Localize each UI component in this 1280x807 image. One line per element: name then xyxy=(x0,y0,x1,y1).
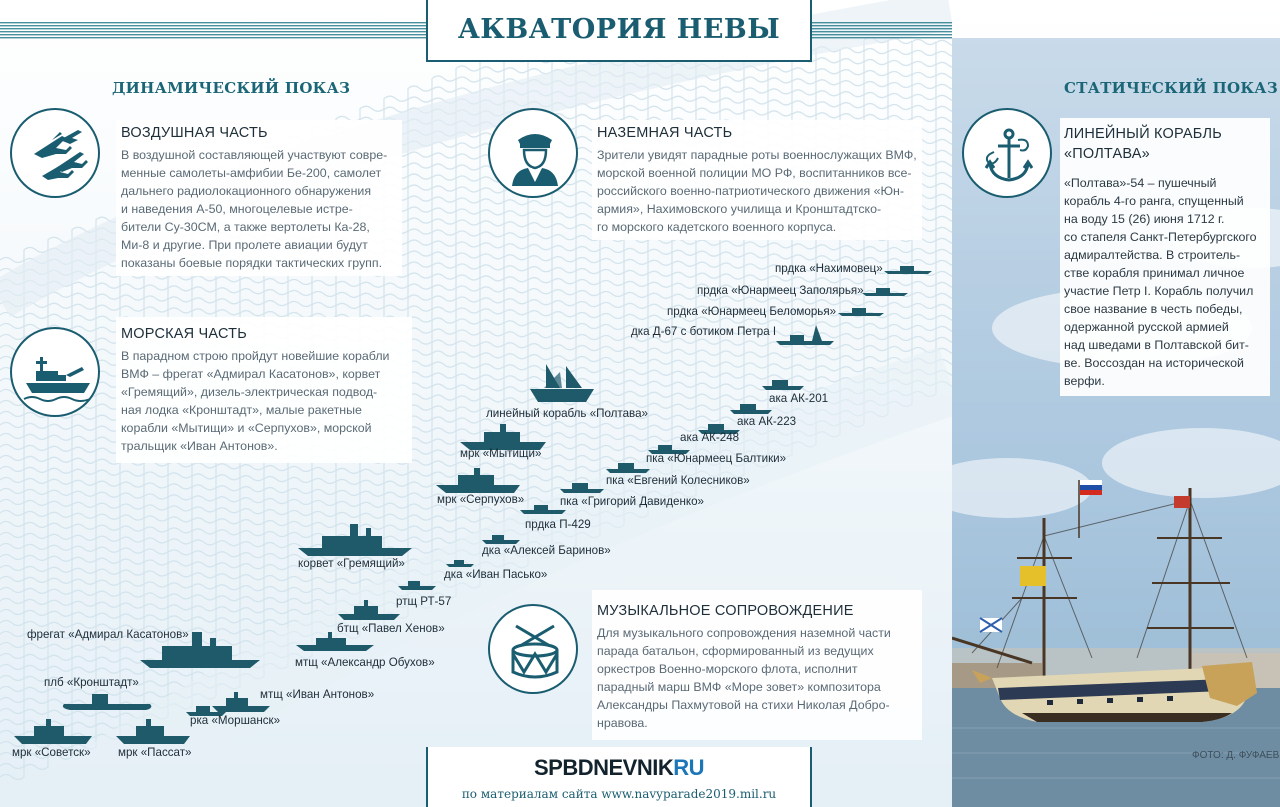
text-line: В парадном строю пройдут новейшие корабли xyxy=(121,349,390,363)
text-line: дальнего радиолокационного обнаружения xyxy=(121,184,372,198)
text-line: ве. Воссоздан на исторической xyxy=(1064,356,1244,370)
ship-label: дка «Иван Пасько» xyxy=(444,568,548,581)
spbdnevnik-logo: SPBDNEVNIKRU xyxy=(533,755,705,780)
text-line: над шведами в Полтавской бит- xyxy=(1064,338,1249,352)
source-note: по материалам сайта www.navyparade2019.mil.ru xyxy=(461,787,777,801)
poltava-title xyxy=(1064,124,1270,164)
text-line: парада батальон, сформированный из ведущих xyxy=(597,644,874,658)
text-line: свое название в честь победы, xyxy=(1064,302,1243,316)
text-line: одержанной русской армией xyxy=(1064,320,1229,334)
ship-label: прдка «Юнармеец Заполярья» xyxy=(697,284,864,297)
poltava-block xyxy=(1060,118,1270,396)
text-line: армия», Нахимовского училища и Кронштадтско- xyxy=(597,202,882,216)
title-line: «ПОЛТАВА» xyxy=(1064,146,1150,162)
text-line: ная лодка «Кронштадт», малые ракетные xyxy=(121,403,362,417)
page-title: АКВАТОРИЯ НЕВЫ xyxy=(457,14,781,45)
ground-part-title: НАЗЕМНАЯ ЧАСТЬ xyxy=(597,125,733,141)
text-line: Зрители увидят парадные роты военнослужащих ВМФ, xyxy=(597,148,917,162)
text-line: Александры Пахмутовой на стихи Николая Добро- xyxy=(597,698,890,712)
text-line: го морского кадетского военного корпуса. xyxy=(597,220,837,234)
text-line: стве корабля принимал личное xyxy=(1064,266,1245,280)
ship-label: пка «Григорий Давиденко» xyxy=(560,495,704,508)
ship-label: мрк «Советск» xyxy=(12,746,91,759)
text-line: корабль 4-го ранга, спущенный xyxy=(1064,194,1244,208)
text-line: верфи. xyxy=(1064,374,1105,388)
ship-label: ртщ РТ-57 xyxy=(396,595,452,608)
text-line: ВМФ – фрегат «Адмирал Касатонов», корвет xyxy=(121,367,381,381)
text-line: тральщик «Иван Антонов». xyxy=(121,439,278,453)
ship-label: корвет «Гремящий» xyxy=(298,557,405,570)
ship-label: дка «Алексей Баринов» xyxy=(482,544,611,557)
text-line: «Полтава»-54 – пушечный xyxy=(1064,176,1217,190)
static-section-heading: СТАТИЧЕСКИЙ ПОКАЗ xyxy=(1064,79,1278,97)
ship-label: ака АК-248 xyxy=(680,431,740,444)
anchor-icon xyxy=(962,108,1052,198)
text-line: В воздушной составляющей участвуют совре- xyxy=(121,148,388,162)
text-line: морской военной полиции МО РФ, воспитанников все- xyxy=(597,166,912,180)
ship-label: мрк «Мытищи» xyxy=(460,447,542,460)
music-title: МУЗЫКАЛЬНОЕ СОПРОВОЖДЕНИЕ xyxy=(597,603,854,619)
text-line: бители Су-30СМ, а также вертолеты Ка-28, xyxy=(121,220,370,234)
dynamic-section-heading: ДИНАМИЧЕСКИЙ ПОКАЗ xyxy=(112,79,351,97)
ship-label: ака АК-223 xyxy=(737,415,797,428)
ship-label: мрк «Серпухов» xyxy=(437,493,525,506)
ship-label: плб «Кронштадт» xyxy=(44,676,139,689)
ship-label: прдка П-429 xyxy=(525,518,591,531)
text-line: на воду 15 (26) июня 1712 г. xyxy=(1064,212,1225,226)
poltava-text xyxy=(1064,174,1270,390)
ship-label: рка «Моршанск» xyxy=(190,714,281,727)
ship-label: дка Д-67 с ботиком Петра I xyxy=(631,325,777,338)
text-line: российского военно-патриотического движения «Юн- xyxy=(597,184,904,198)
ship-label: пка «Юнармеец Балтики» xyxy=(646,452,787,465)
ship-label: мрк «Пассат» xyxy=(118,746,192,759)
text-line: адмиралтейства. В строитель- xyxy=(1064,248,1241,262)
text-line: Ми-8 и другие. При пролете авиации будут xyxy=(121,238,368,252)
air-part-title: ВОЗДУШНАЯ ЧАСТЬ xyxy=(121,125,268,141)
text-line: «Гремящий», дизель-электрическая подвод- xyxy=(121,385,378,399)
text-line: и наведения А-50, многоцелевые истре- xyxy=(121,202,353,216)
sea-part-title: МОРСКАЯ ЧАСТЬ xyxy=(121,326,247,342)
text-line: парадный марш ВМФ «Море зовет» композитора xyxy=(597,680,881,694)
ship-label: фрегат «Адмирал Касатонов» xyxy=(27,628,189,641)
ship-label: мтщ «Александр Обухов» xyxy=(295,656,435,669)
ship-label: мтщ «Иван Антонов» xyxy=(260,688,375,701)
text-line: Для музыкального сопровождения наземной части xyxy=(597,626,891,640)
text-line: оркестров Военно-морского флота, исполнит xyxy=(597,662,858,676)
footer-logo-box xyxy=(426,747,812,807)
ship-label: бтщ «Павел Хенов» xyxy=(337,622,445,635)
photo-credit: ФОТО: Д. ФУФАЕВ xyxy=(1192,750,1280,761)
ship-label: пка «Евгений Колесников» xyxy=(606,474,750,487)
text-line: корабли «Мытищи» и «Серпухов», морской xyxy=(121,421,372,435)
title-line: ЛИНЕЙНЫЙ КОРАБЛЬ xyxy=(1064,126,1222,142)
text-line: нравова. xyxy=(597,716,648,730)
ship-label: ака АК-201 xyxy=(769,392,829,405)
text-line: менные самолеты-амфибии Бе-200, самолет xyxy=(121,166,382,180)
text-line: со стапеля Санкт-Петербургского xyxy=(1064,230,1257,244)
ship-label: линейный корабль «Полтава» xyxy=(486,407,648,420)
text-line: участие Петр I. Корабль получил xyxy=(1064,284,1254,298)
ship-label: прдка «Юнармеец Беломорья» xyxy=(667,305,837,318)
text-line: показаны боевые порядки тактических групп. xyxy=(121,256,383,270)
ship-label: прдка «Нахимовец» xyxy=(775,262,883,275)
